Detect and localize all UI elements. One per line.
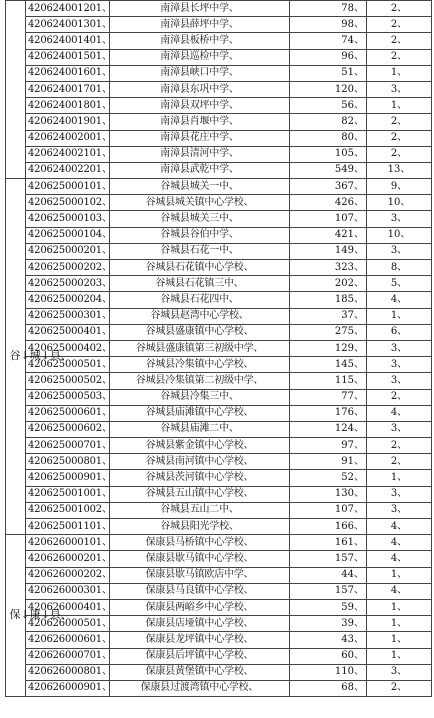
table-row [6,17,432,33]
table-row [6,324,432,340]
school-code-cell: 420626000701、 [26,648,110,664]
student-count-cell: 161、 [290,535,367,551]
quota-cell: 2、 [367,146,432,162]
quota-cell: 1、 [367,648,432,664]
school-name-cell: 谷城县城关三中、 [110,211,290,227]
table-row [6,470,432,486]
table-row [6,130,432,146]
school-code-cell: 420625000102、 [26,195,110,211]
school-name-cell: 南漳县花庄中学、 [110,130,290,146]
student-count-cell: 44、 [290,567,367,583]
quota-cell: 3、 [367,664,432,680]
student-count-cell: 426、 [290,195,367,211]
quota-cell: 2、 [367,389,432,405]
school-name-cell: 保康县后坪镇中心学校、 [110,648,290,664]
table-row [6,243,432,259]
school-code-cell: 420626000202、 [26,567,110,583]
student-count-cell: 97、 [290,438,367,454]
school-code-cell: 420625000204、 [26,292,110,308]
school-code-cell: 420626000901、 [26,680,110,696]
quota-cell: 5、 [367,276,432,292]
student-count-cell: 74、 [290,33,367,49]
school-name-cell: 南漳县武乾中学、 [110,162,290,178]
school-code-cell: 420626000301、 [26,583,110,599]
school-code-cell: 420625000401、 [26,324,110,340]
school-name-cell: 保康县歇马镇欧店中学、 [110,567,290,583]
table-row [6,664,432,680]
quota-cell: 8、 [367,260,432,276]
school-code-cell: 420626000201、 [26,551,110,567]
table-row [6,292,432,308]
school-name-cell: 南漳县长坪中学、 [110,1,290,17]
student-count-cell: 367、 [290,179,367,195]
quota-cell: 1、 [367,470,432,486]
table-row [6,195,432,211]
school-code-cell: 420624001401、 [26,33,110,49]
quota-cell: 1、 [367,567,432,583]
quota-cell: 4、 [367,292,432,308]
school-code-cell: 420625000101、 [26,179,110,195]
school-name-cell: 保康县龙坪镇中心学校、 [110,632,290,648]
school-code-cell: 420625000701、 [26,438,110,454]
student-count-cell: 52、 [290,470,367,486]
student-count-cell: 120、 [290,81,367,97]
table-row [6,502,432,518]
school-code-cell: 420625000104、 [26,227,110,243]
table-row [6,98,432,114]
table-row [6,421,432,437]
table-row [6,389,432,405]
school-code-cell: 420624001901、 [26,114,110,130]
table-row [6,276,432,292]
school-name-cell: 谷城县盛康镇第三初级中学、 [110,340,290,356]
student-count-cell: 107、 [290,502,367,518]
school-code-cell: 420624001301、 [26,17,110,33]
quota-cell: 3、 [367,421,432,437]
student-count-cell: 77、 [290,389,367,405]
school-code-cell: 420625000203、 [26,276,110,292]
school-code-cell: 420625000502、 [26,373,110,389]
school-code-cell: 420626000501、 [26,616,110,632]
school-code-cell: 420624001201、 [26,1,110,17]
school-code-cell: 420625000901、 [26,470,110,486]
school-name-cell: 保康县歇马镇中心学校、 [110,551,290,567]
school-code-cell: 420624001701、 [26,81,110,97]
quota-cell: 9、 [367,179,432,195]
school-name-cell: 谷城县南河镇中心学校、 [110,454,290,470]
student-count-cell: 110、 [290,664,367,680]
student-count-cell: 105、 [290,146,367,162]
quota-cell: 2、 [367,130,432,146]
student-count-cell: 68、 [290,680,367,696]
table-row [6,1,432,17]
school-code-cell: 420625000201、 [26,243,110,259]
student-count-cell: 176、 [290,405,367,421]
school-name-cell: 南漳县薛坪中学、 [110,17,290,33]
school-name-cell: 保康县店垭镇中心学校、 [110,616,290,632]
student-count-cell: 115、 [290,373,367,389]
student-count-cell: 157、 [290,551,367,567]
school-code-cell: 420624002101、 [26,146,110,162]
student-count-cell: 421、 [290,227,367,243]
table-row [6,162,432,178]
school-code-cell: 420625000801、 [26,454,110,470]
school-code-cell: 420624002201、 [26,162,110,178]
quota-cell: 3、 [367,81,432,97]
quota-cell: 3、 [367,486,432,502]
school-code-cell: 420626000101、 [26,535,110,551]
school-name-cell: 谷城县城关一中、 [110,179,290,195]
student-count-cell: 149、 [290,243,367,259]
table-row [6,146,432,162]
school-code-cell: 420625000402、 [26,340,110,356]
school-code-cell: 420625000601、 [26,405,110,421]
student-count-cell: 549、 [290,162,367,178]
school-code-cell: 420625001101、 [26,519,110,535]
quota-cell: 3、 [367,502,432,518]
quota-cell: 2、 [367,1,432,17]
school-name-cell: 谷城县盛康镇中心学校、 [110,324,290,340]
school-name-cell: 谷城县冷集三中、 [110,389,290,405]
quota-cell: 3、 [367,357,432,373]
county-name: 保↓康↓县、 [9,608,72,622]
school-name-cell: 保康县黄堡镇中心学校、 [110,664,290,680]
table-row [6,65,432,81]
table-body [6,1,432,697]
quota-cell: 2、 [367,17,432,33]
school-name-cell: 谷城县石花四中、 [110,292,290,308]
table-row [6,567,432,583]
quota-cell: 1、 [367,65,432,81]
school-code-cell: 420624002001、 [26,130,110,146]
school-name-cell: 谷城县五山二中、 [110,502,290,518]
school-name-cell: 谷城县石花镇三中、 [110,276,290,292]
school-name-cell: 南漳县清河中学、 [110,146,290,162]
school-code-cell: 420625000503、 [26,389,110,405]
school-name-cell: 谷城县紫金镇中心学校、 [110,438,290,454]
quota-cell: 1、 [367,308,432,324]
table-row [6,179,432,195]
table-row [6,632,432,648]
quota-cell: 2、 [367,49,432,65]
quota-cell: 10、 [367,227,432,243]
school-code-cell: 420624001801、 [26,98,110,114]
table-row [6,648,432,664]
school-name-cell: 谷城县城关镇中心学校、 [110,195,290,211]
table-row [6,454,432,470]
table-row [6,405,432,421]
quota-cell: 3、 [367,373,432,389]
quota-cell: 4、 [367,551,432,567]
table-row [6,308,432,324]
school-code-cell: 420625001002、 [26,502,110,518]
quota-cell: 1、 [367,616,432,632]
table-row [6,260,432,276]
quota-cell: 4、 [367,405,432,421]
table-row [6,535,432,551]
student-count-cell: 59、 [290,599,367,615]
table-row [6,357,432,373]
student-count-cell: 157、 [290,583,367,599]
school-name-cell: 保康县马良镇中心学校、 [110,583,290,599]
county-name: 谷↓城↓县、 [9,349,72,363]
school-quota-table [5,0,432,697]
school-code-cell: 420626000801、 [26,664,110,680]
quota-cell: 2、 [367,454,432,470]
student-count-cell: 185、 [290,292,367,308]
student-count-cell: 124、 [290,421,367,437]
school-name-cell: 谷城县冷集镇第二初级中学、 [110,373,290,389]
table-row [6,227,432,243]
quota-cell: 1、 [367,98,432,114]
school-code-cell: 420625000501、 [26,357,110,373]
school-name-cell: 南漳县肖堰中学、 [110,114,290,130]
school-name-cell: 南漳县双坪中学、 [110,98,290,114]
table-row [6,680,432,696]
school-code-cell: 420625000301、 [26,308,110,324]
student-count-cell: 96、 [290,49,367,65]
student-count-cell: 323、 [290,260,367,276]
quota-cell: 2、 [367,114,432,130]
school-code-cell: 420624001501、 [26,49,110,65]
school-name-cell: 保康县过渡湾镇中心学校、 [110,680,290,696]
school-code-cell: 420626000601、 [26,632,110,648]
quota-cell: 3、 [367,211,432,227]
table-row [6,114,432,130]
table-row [6,551,432,567]
school-code-cell: 420625000202、 [26,260,110,276]
student-count-cell: 56、 [290,98,367,114]
school-name-cell: 保康县马桥镇中心学校、 [110,535,290,551]
school-name-cell: 南漳县峡口中学、 [110,65,290,81]
table-row [6,81,432,97]
student-count-cell: 129、 [290,340,367,356]
school-code-cell: 420625000103、 [26,211,110,227]
student-count-cell: 78、 [290,1,367,17]
table-row [6,519,432,535]
student-count-cell: 91、 [290,454,367,470]
quota-cell: 1、 [367,632,432,648]
student-count-cell: 43、 [290,632,367,648]
school-name-cell: 谷城县茨河镇中心学校、 [110,470,290,486]
school-name-cell: 保康县两峪乡中心学校、 [110,599,290,615]
student-count-cell: 37、 [290,308,367,324]
school-name-cell: 谷城县庙滩镇中心学校、 [110,405,290,421]
table-row [6,211,432,227]
student-count-cell: 166、 [290,519,367,535]
student-count-cell: 202、 [290,276,367,292]
student-count-cell: 80、 [290,130,367,146]
quota-cell: 2、 [367,680,432,696]
school-name-cell: 谷城县阳光学校、 [110,519,290,535]
quota-cell: 6、 [367,324,432,340]
quota-cell: 2、 [367,33,432,49]
quota-cell: 4、 [367,535,432,551]
school-code-cell: 420625001001、 [26,486,110,502]
student-count-cell: 107、 [290,211,367,227]
quota-cell: 2、 [367,438,432,454]
school-name-cell: 谷城县石花镇中心学校、 [110,260,290,276]
school-code-cell: 420626000401、 [26,599,110,615]
table-row [6,616,432,632]
quota-cell: 4、 [367,583,432,599]
school-name-cell: 谷城县冷集镇中心学校、 [110,357,290,373]
student-count-cell: 145、 [290,357,367,373]
school-name-cell: 谷城县谷伯中学、 [110,227,290,243]
quota-cell: 4、 [367,519,432,535]
quota-cell: 10、 [367,195,432,211]
school-name-cell: 谷城县石花一中、 [110,243,290,259]
school-code-cell: 420625000602、 [26,421,110,437]
school-name-cell: 南漳县东巩中学、 [110,81,290,97]
document-page [5,0,431,697]
school-name-cell: 谷城县五山镇中心学校、 [110,486,290,502]
school-name-cell: 谷城县赵湾中心学校、 [110,308,290,324]
county-cell [6,1,26,179]
school-name-cell: 南漳县巡检中学、 [110,49,290,65]
student-count-cell: 60、 [290,648,367,664]
table-row [6,438,432,454]
student-count-cell: 39、 [290,616,367,632]
school-name-cell: 南漳县板桥中学、 [110,33,290,49]
quota-cell: 3、 [367,243,432,259]
quota-cell: 1、 [367,599,432,615]
quota-cell: 3、 [367,340,432,356]
student-count-cell: 82、 [290,114,367,130]
table-row [6,373,432,389]
student-count-cell: 51、 [290,65,367,81]
table-row [6,486,432,502]
quota-cell: 13、 [367,162,432,178]
table-row [6,583,432,599]
school-code-cell: 420624001601、 [26,65,110,81]
student-count-cell: 130、 [290,486,367,502]
table-row [6,49,432,65]
table-row [6,33,432,49]
student-count-cell: 98、 [290,17,367,33]
student-count-cell: 275、 [290,324,367,340]
school-name-cell: 谷城县庙滩二中、 [110,421,290,437]
